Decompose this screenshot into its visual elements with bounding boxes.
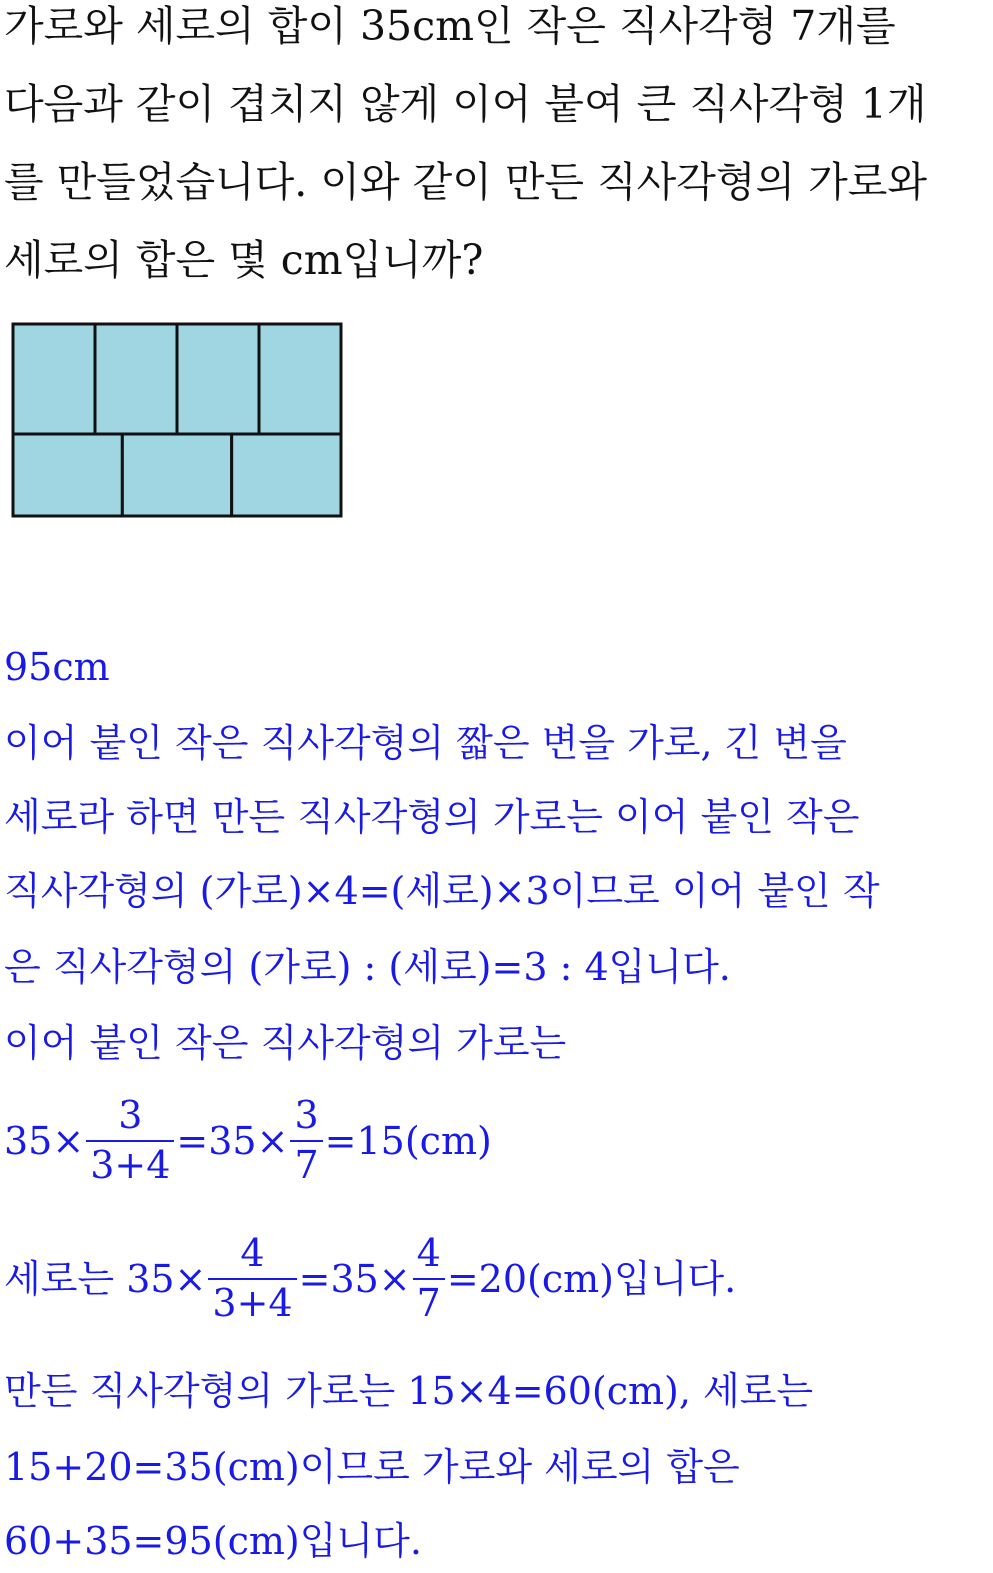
question-line-2: 다음과 같이 겹치지 않게 이어 붙여 큰 직사각형 1개 [4, 80, 927, 128]
fraction-numerator: 4 [413, 1234, 445, 1280]
equation-height-tail: =20(cm)입니다. [446, 1256, 737, 1301]
fraction-denominator: 3+4 [212, 1280, 293, 1325]
equation-height-mid: =35× [298, 1256, 411, 1301]
question-line-1: 가로와 세로의 합이 35cm인 작은 직사각형 7개를 [4, 2, 896, 50]
equation-width-fraction-2 [290, 1093, 322, 1187]
rectangle-figure [11, 322, 345, 526]
question-line-4: 세로의 합은 몇 cm입니까? [4, 236, 484, 284]
bottom-row-rectangle [232, 434, 341, 516]
equation-width-lead: 35× [4, 1118, 85, 1163]
equation-width [4, 1093, 492, 1187]
top-row-rectangle [259, 324, 341, 434]
fraction-denominator: 7 [294, 1142, 319, 1187]
answer-line-3: 직사각형의 (가로)×4=(세로)×3이므로 이어 붙인 작 [4, 869, 880, 913]
closing-line-1: 만든 직사각형의 가로는 15×4=60(cm), 세로는 [4, 1369, 814, 1413]
fraction-numerator: 3 [86, 1096, 174, 1142]
answer-line-4: 은 직사각형의 (가로) : (세로)=3 : 4입니다. [4, 945, 731, 989]
bottom-row-rectangle [13, 434, 122, 516]
top-row-rectangle [177, 324, 259, 434]
equation-height-fraction-1 [208, 1231, 296, 1325]
rectangle-figure-svg [11, 322, 345, 522]
bottom-row-rectangle [122, 434, 231, 516]
question-line-3: 를 만들었습니다. 이와 같이 만든 직사각형의 가로와 [4, 158, 927, 206]
closing-line-3: 60+35=95(cm)입니다. [4, 1519, 422, 1563]
answer-result: 95cm [4, 645, 110, 689]
equation-height-fraction-2 [413, 1231, 445, 1325]
equation-width-fraction-1 [86, 1093, 174, 1187]
top-row-rectangle [13, 324, 95, 434]
equation-width-mid: =35× [176, 1118, 289, 1163]
closing-line-2: 15+20=35(cm)이므로 가로와 세로의 합은 [4, 1445, 740, 1489]
answer-line-1: 이어 붙인 작은 직사각형의 짧은 변을 가로, 긴 변을 [4, 721, 847, 765]
fraction-denominator: 7 [416, 1280, 441, 1325]
equation-height-lead: 세로는 35× [4, 1256, 207, 1301]
equation-width-tail: =15(cm) [324, 1118, 492, 1163]
answer-line-5: 이어 붙인 작은 직사각형의 가로는 [4, 1021, 567, 1065]
equation-height [4, 1231, 737, 1325]
fraction-numerator: 3 [290, 1096, 322, 1142]
fraction-numerator: 4 [208, 1234, 296, 1280]
answer-line-2: 세로라 하면 만든 직사각형의 가로는 이어 붙인 작은 [4, 795, 860, 839]
fraction-denominator: 3+4 [90, 1142, 171, 1187]
top-row-rectangle [95, 324, 177, 434]
